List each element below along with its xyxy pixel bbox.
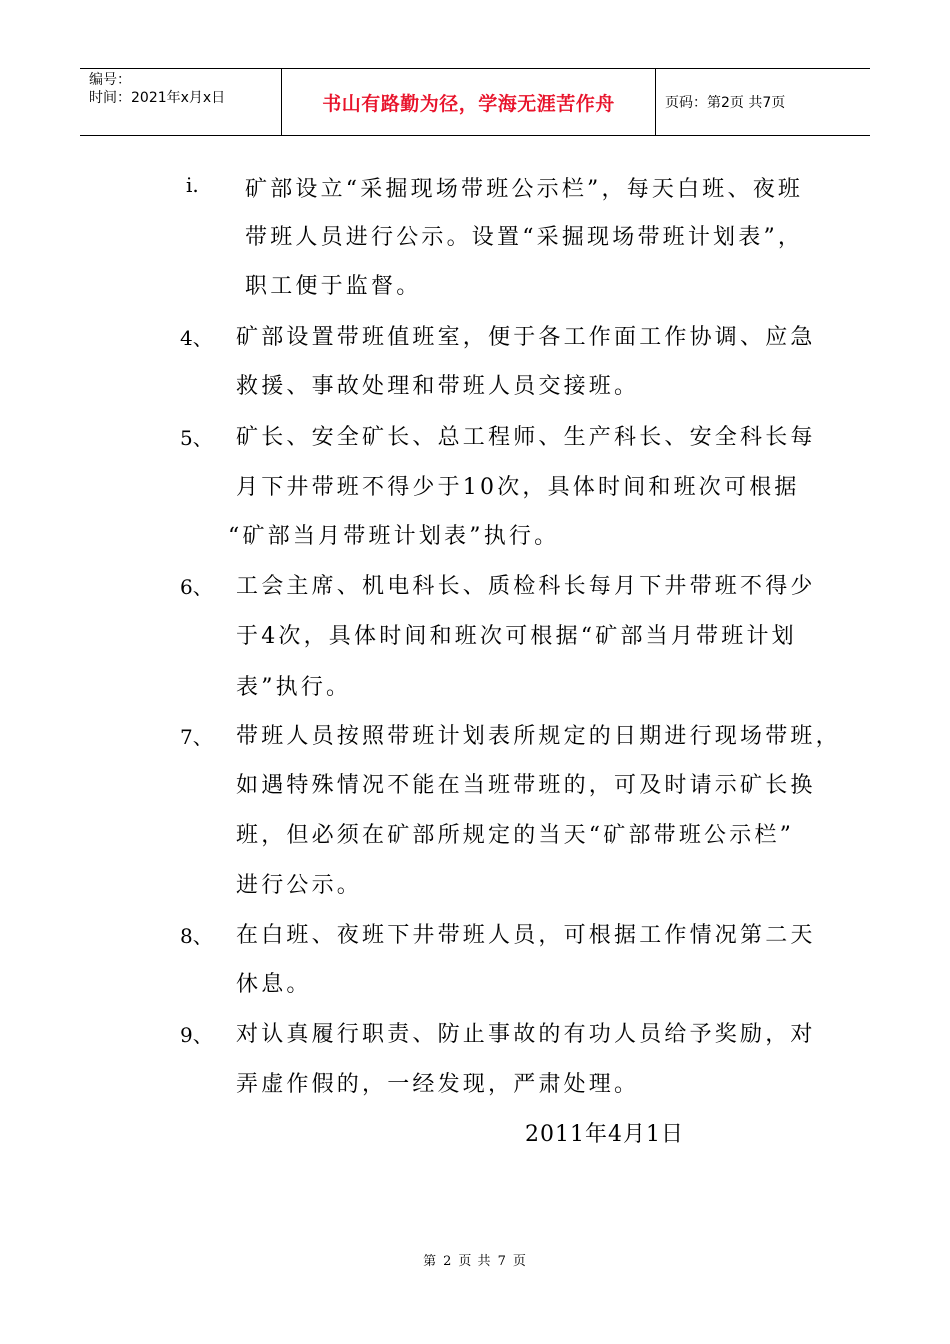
item-text-line: “矿部当月带班计划表”执行。 bbox=[228, 524, 560, 549]
item-text-line: 进行公示。 bbox=[236, 873, 363, 898]
item-text-line: 职工便于监督。 bbox=[245, 274, 422, 299]
footer-total-pages: 7 bbox=[497, 1254, 507, 1269]
footer-mid: 页 共 bbox=[458, 1254, 492, 1269]
item-number: 8、 bbox=[180, 924, 213, 948]
footer-prefix: 第 bbox=[423, 1254, 438, 1269]
page-footer bbox=[0, 1250, 950, 1269]
item-number: 9、 bbox=[180, 1023, 213, 1047]
item-text-line: 对认真履行职责、防止事故的有功人员给予奖励，对 bbox=[236, 1022, 816, 1047]
item-text-line: 矿长、安全矿长、总工程师、生产科长、安全科长每 bbox=[236, 425, 816, 450]
item-text-line: 救援、事故处理和带班人员交接班。 bbox=[236, 374, 640, 399]
item-number: 5、 bbox=[180, 426, 213, 450]
item-text-line: 工会主席、机电科长、质检科长每月下井带班不得少 bbox=[236, 574, 816, 599]
item-text-line: 弄虚作假的，一经发现，严肃处理。 bbox=[236, 1072, 640, 1097]
item-text-line: 班，但必须在矿部所规定的当天“矿部带班公示栏” bbox=[236, 823, 795, 848]
item-text-line: 于4次，具体时间和班次可根据“矿部当月带班计划 bbox=[236, 624, 797, 649]
item-number: i. bbox=[186, 173, 199, 197]
page-header bbox=[80, 68, 870, 136]
item-text-line: 矿部设置带班值班室，便于各工作面工作协调、应急 bbox=[236, 325, 816, 350]
item-text-line: 带班人员按照带班计划表所规定的日期进行现场带班， bbox=[236, 724, 841, 749]
header-motto: 书山有路勤为径，学海无涯苦作舟 bbox=[282, 69, 656, 135]
footer-page-number: 2 bbox=[443, 1254, 453, 1269]
footer-suffix: 页 bbox=[512, 1254, 527, 1269]
header-left-cell bbox=[80, 69, 282, 135]
item-text-line: 带班人员进行公示。设置“采掘现场带班计划表”， bbox=[245, 225, 804, 250]
header-page-info: 页码：第2页 共7页 bbox=[665, 95, 786, 111]
item-text-line: 矿部设立“采掘现场带班公示栏”，每天白班、夜班 bbox=[245, 177, 804, 202]
document-date: 2011年4月1日 bbox=[525, 1122, 684, 1147]
item-text-line: 月下井带班不得少于10次，具体时间和班次可根据 bbox=[236, 475, 800, 500]
item-number: 7、 bbox=[180, 725, 213, 749]
item-text-line: 休息。 bbox=[236, 972, 312, 997]
item-number: 6、 bbox=[180, 575, 213, 599]
item-text-line: 表”执行。 bbox=[236, 675, 352, 700]
item-text-line: 在白班、夜班下井带班人员，可根据工作情况第二天 bbox=[236, 923, 816, 948]
item-number: 4、 bbox=[180, 326, 213, 350]
item-text-line: 如遇特殊情况不能在当班带班的，可及时请示矿长换 bbox=[236, 773, 816, 798]
document-number-label: 编号： bbox=[89, 72, 131, 88]
document-time-label: 时间：2021年x月x日 bbox=[89, 90, 226, 106]
